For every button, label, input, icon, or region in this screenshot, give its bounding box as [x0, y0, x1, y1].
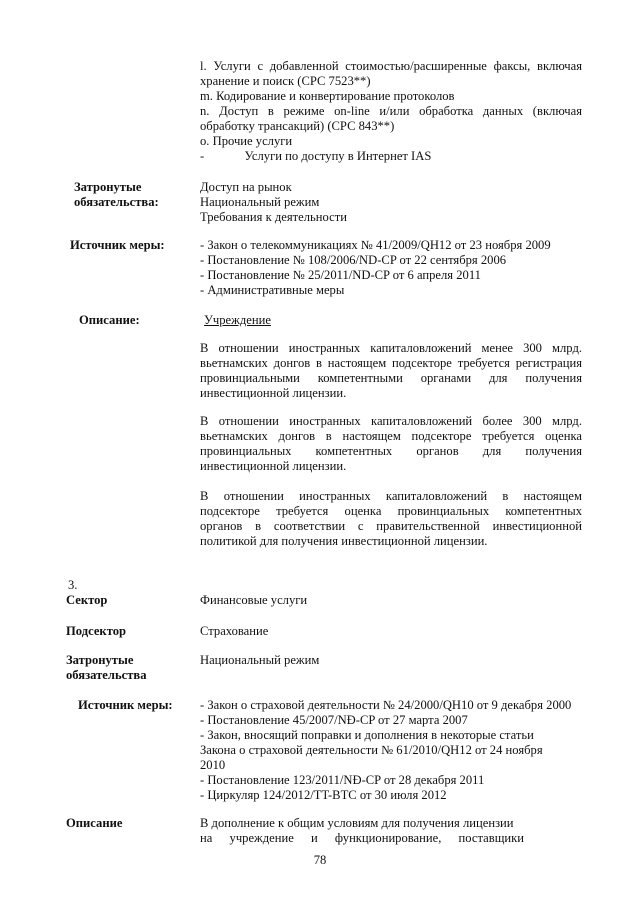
sector-label: Сектор: [66, 593, 108, 607]
list-item: хранение и поиск (СРС 7523**): [200, 74, 371, 88]
list-item: o. Прочие услуги: [200, 134, 293, 148]
description-text: В дополнение к общим условиям для получения лицензии на учреждение и функционирование, поставщики: [200, 816, 524, 845]
list-item-ias: [200, 149, 582, 164]
source-item: - Постановление 123/2011/NĐ-CP от 28 декабря 2011: [200, 773, 485, 787]
services-list: [200, 59, 582, 164]
description-paragraph: В отношении иностранных капиталовложений в настоящем подсекторе требуется оценка провинциальных компетентных органов в соответствии с правительственной инвестиционной политикой для получения инвестиционной лицензии.: [200, 489, 582, 548]
list-item: n. Доступ в режиме on-line и/или обработка данных (включая: [200, 104, 582, 118]
source-item: - Закон о телекоммуникациях № 41/2009/QH12 от 23 ноября 2009: [200, 238, 551, 252]
description-label: Описание:: [79, 313, 140, 327]
source-item: - Постановление 45/2007/NĐ-CP от 27 марта 2007: [200, 713, 468, 727]
description-paragraph: В отношении иностранных капиталовложений более 300 млрд. вьетнамских донгов в настоящем подсекторе требуется оценка провинциальных компетентных органов для получения инвестиционной лицензии.: [200, 414, 582, 473]
source-item: Закона о страховой деятельности № 61/2010/QH12 от 24 ноября: [200, 743, 543, 757]
source-item: - Циркуляр 124/2012/TT-BTC от 30 июля 2012: [200, 788, 447, 802]
subsector-label: Подсектор: [66, 624, 127, 638]
source-item: - Закон о страховой деятельности № 24/2000/QH10 от 9 декабря 2000: [200, 698, 572, 712]
source-label: Источник меры:: [78, 698, 173, 712]
obligation-item: Национальный режим: [200, 195, 320, 209]
description-heading: Учреждение: [204, 313, 271, 327]
description-label: Описание: [66, 816, 123, 830]
sector-value: Финансовые услуги: [200, 593, 308, 607]
list-dash: -: [200, 149, 205, 163]
page-number: 78: [313, 853, 327, 867]
list-item: m. Кодирование и конвертирование протоколов: [200, 89, 455, 103]
source-list: [200, 698, 582, 803]
list-item-text: Услуги по доступу в Интернет IAS: [244, 149, 432, 163]
list-item: обработку трансакций) (СРС 843**): [200, 119, 395, 133]
section-number: 3.: [68, 578, 78, 592]
source-list: [200, 238, 582, 298]
source-item: - Административные меры: [200, 283, 345, 297]
source-item: - Закон, вносящий поправки и дополнения в некоторые статьи: [200, 728, 534, 742]
obligations-label: Затронутые обязательства: [66, 653, 147, 682]
source-item: - Постановление № 25/2011/ND-CP от 6 апреля 2011: [200, 268, 481, 282]
obligation-item: Доступ на рынок: [200, 180, 292, 194]
obligations-value: [200, 180, 582, 225]
obligations-value: Национальный режим: [200, 653, 320, 667]
description-paragraph: В отношении иностранных капиталовложений менее 300 млрд. вьетнамских донгов в настоящем подсекторе требуется регистрация провинциальными компетентными органами для получения инвестиционной лицензии.: [200, 341, 582, 400]
subsector-value: Страхование: [200, 624, 269, 638]
obligations-label: Затронутые обязательства:: [74, 180, 159, 209]
list-item: l. Услуги с добавленной стоимостью/расширенные факсы, включая: [200, 59, 582, 73]
source-item: 2010: [200, 758, 226, 772]
source-label: Источник меры:: [70, 238, 165, 252]
source-item: - Постановление № 108/2006/ND-CP от 22 сентября 2006: [200, 253, 507, 267]
obligation-item: Требования к деятельности: [200, 210, 347, 224]
